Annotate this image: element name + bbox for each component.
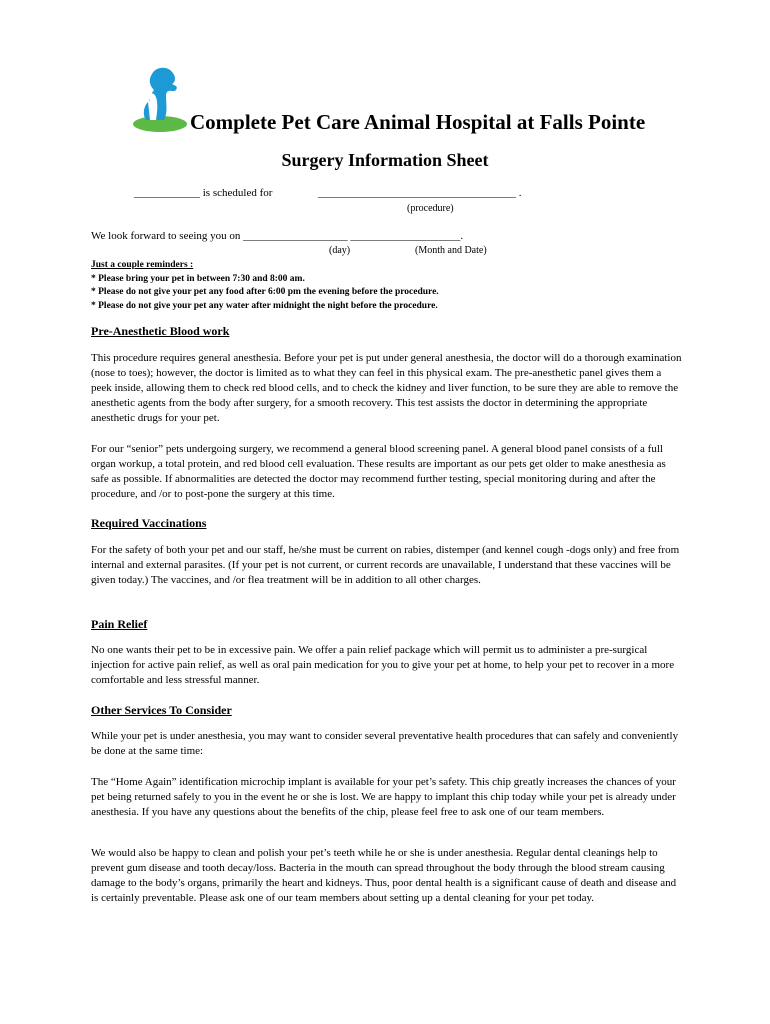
section-heading-blood-work: Pre-Anesthetic Blood work: [91, 324, 230, 338]
section-heading-vaccinations: Required Vaccinations: [91, 516, 207, 530]
reminder-item: * Please do not give your pet any water after midnight the night before the procedure.: [91, 300, 438, 311]
reminders-block: [91, 259, 439, 313]
reminder-item: * Please bring your pet in between 7:30 and 8:00 am.: [91, 273, 305, 284]
hospital-name: Complete Pet Care Animal Hospital at Falls Pointe: [190, 110, 646, 134]
section-heading-pain-relief: Pain Relief: [91, 617, 148, 631]
day-caption: (day): [329, 245, 351, 256]
sheet-title: Surgery Information Sheet: [281, 150, 489, 170]
vaccinations-paragraph: For the safety of both your pet and our staff, he/she must be current on rabies, distemper (and kennel cough -dogs only) and free from internal and external parasites. (If your pet is not current, or current records are unavailable, I understand that these vaccines will be given today.) The vaccines, and /or flea treatment will be in addition to all other charges.: [91, 544, 680, 586]
forward-line: We look forward to seeing you on ___________________ ____________________.: [91, 230, 464, 242]
reminders-heading: Just a couple reminders :: [91, 260, 194, 270]
pet-name-blank: ____________ is scheduled for: [134, 187, 273, 199]
microchip-paragraph: The “Home Again” identification microchip implant is available for your pet’s safety. This chip greatly increases the chances of your pet being returned safely to you in the event he or she is lost. We are happy to implant this chip today while your pet is already under anesthesia. If you have any questions about the benefits of the chip, please feel free to ask one of our team members.: [91, 776, 676, 818]
blood-work-paragraph-1: This procedure requires general anesthesia. Before your pet is put under general anesthesia, the doctor will do a thorough examination (nose to toes); however, the doctor is limited as to what they can feel in this physical exam. The pre-anesthetic panel gives them a peek inside, allowing them to check red blood cells, and to check the kidney and liver function, to be sure they are able to remove the anesthetic agents from the body after surgery, for a smooth recovery. This test assists the doctor in determining the appropriate anesthetic drugs for your pet.: [91, 352, 682, 424]
procedure-blank: ____________________________________ .: [318, 187, 522, 199]
procedure-caption: (procedure): [407, 203, 454, 214]
reminder-item: * Please do not give your pet any food after 6:00 pm the evening before the procedure.: [91, 287, 439, 297]
pet-logo-icon: [132, 62, 188, 134]
other-services-paragraph-1: While your pet is under anesthesia, you may want to consider several preventative health procedures that can safely and conveniently be done at the same time:: [91, 730, 679, 757]
month-caption: (Month and Date): [415, 245, 487, 256]
blood-work-paragraph-2: For our “senior” pets undergoing surgery, we recommend a general blood screening panel. A general blood panel consists of a full organ workup, a total protein, and red blood cell evaluation. These results are important as our pets get older to make anesthesia as safe as possible. If abnormalities are detected the doctor may recommend further testing, special monitoring during and after the procedure, and /or to post-pone the surgery at this time.: [91, 443, 666, 500]
section-heading-other-services: Other Services To Consider: [91, 703, 232, 717]
dental-paragraph: We would also be happy to clean and polish your pet’s teeth while he or she is under anesthesia. Regular dental cleanings help to prevent gum disease and tooth decay/loss. Bacteria in the mouth can spread throughout the body through the blood stream causing damage to the body’s organs, primarily the heart and kidneys. Thus, poor dental health is a significant cause of death and disease and is certainly preventable. Please ask one of our team members about setting up a dental cleaning for your pet today.: [91, 847, 677, 904]
pain-relief-paragraph: No one wants their pet to be in excessive pain. We offer a pain relief package which will permit us to administer a pre-surgical injection for active pain relief, as well as oral pain medication for you to give your pet at home, to help your pet to recover in a more comfortable and less stressful manner.: [91, 644, 675, 686]
